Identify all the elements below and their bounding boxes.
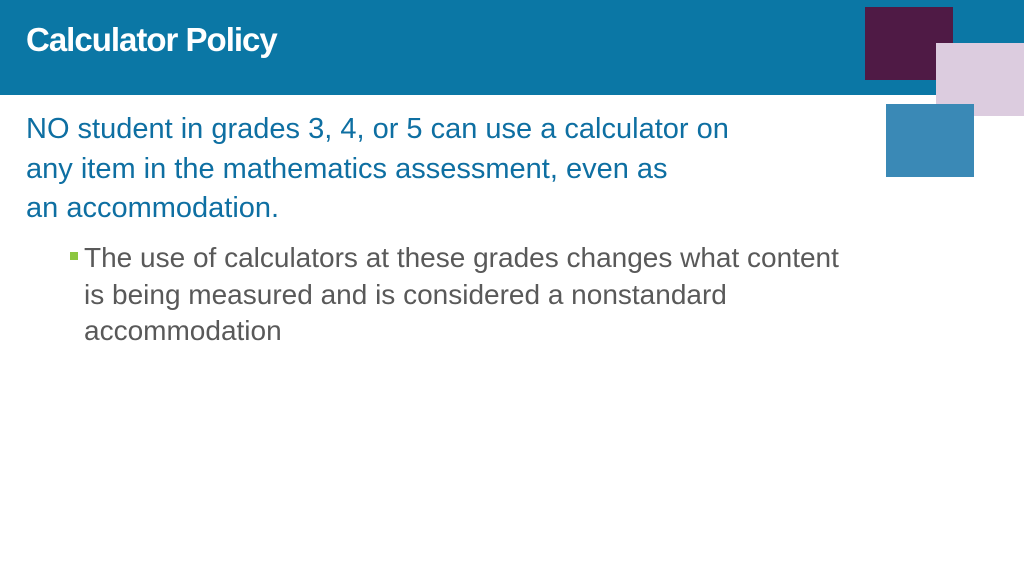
main-statement-line: NO student in grades 3, 4, or 5 can use a calculator on	[26, 113, 729, 145]
bullet-text-line: accommodation	[84, 315, 282, 346]
bullet-text-line: The use of calculators at these grades changes what content	[84, 242, 839, 273]
main-statement-line: an accommodation.	[26, 192, 280, 224]
main-statement-line: any item in the mathematics assessment, even as	[26, 152, 668, 185]
decorative-square-teal	[886, 104, 974, 177]
bullet-text	[84, 240, 839, 350]
square-bullet-icon	[70, 252, 78, 260]
slide-title: Calculator Policy	[26, 21, 277, 58]
bullet-text-line: is being measured and is considered a nonstandard	[84, 278, 727, 310]
main-statement	[26, 110, 856, 229]
